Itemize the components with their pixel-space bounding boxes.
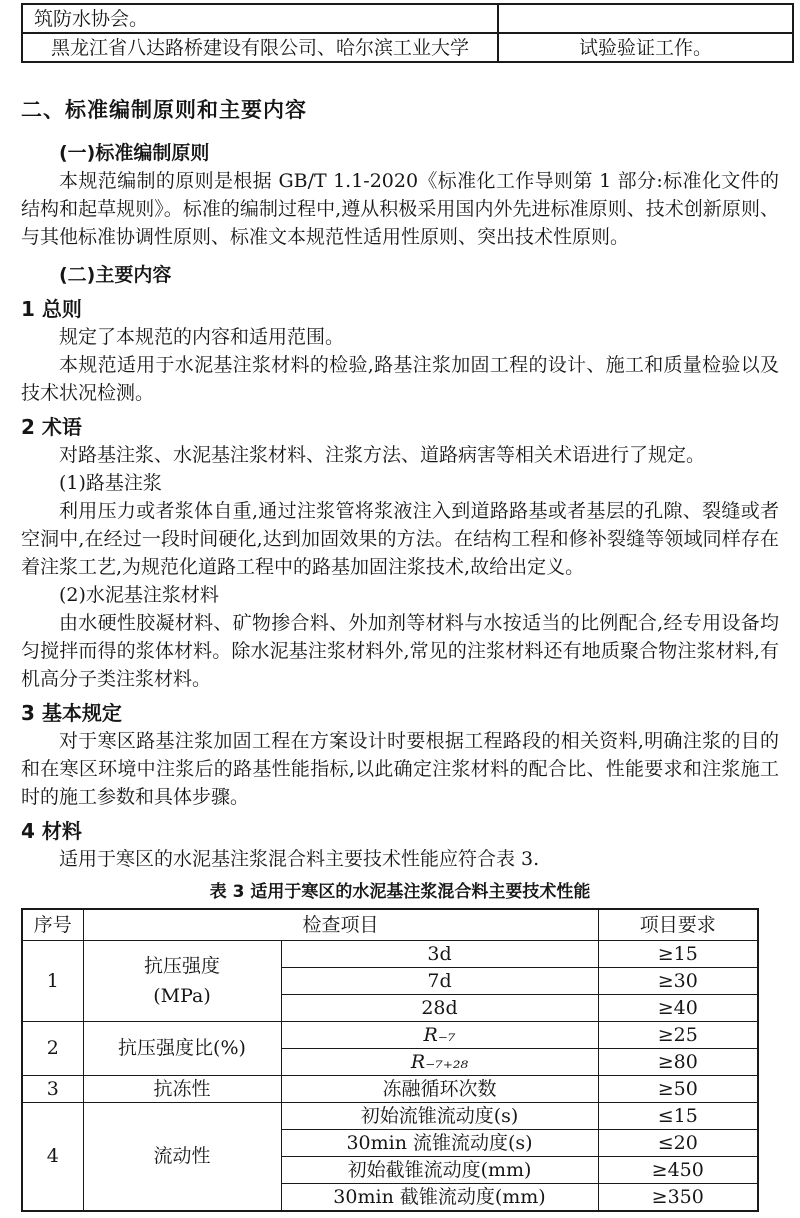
row-subitem: 30min 截锥流动度(mm)	[281, 1183, 598, 1211]
item-line: (MPa)	[153, 984, 211, 1007]
row-requirement: ≤15	[598, 1102, 758, 1129]
table3-technical-properties	[21, 908, 759, 1212]
row-requirement: ≥30	[598, 967, 758, 994]
clause-2-title: 2 术语	[21, 415, 82, 439]
table-row	[22, 1102, 758, 1129]
section-title: 二、标准编制原则和主要内容	[21, 98, 307, 122]
credits-cell-role: 试验验证工作。	[498, 33, 793, 62]
clause-4-paragraph: 适用于寒区的水泥基注浆混合料主要技术性能应符合表 3.	[59, 848, 540, 870]
credits-cell-org: 筑防水协会。	[22, 4, 498, 33]
clause-3-paragraph: 对于寒区路基注浆加固工程在方案设计时要根据工程路段的相关资料,明确注浆的目的和在寒区环境中注浆后的路基性能指标,以此确定注浆材料的配合比、性能要求和注浆施工时的施工参数和具体步骤。	[21, 730, 779, 808]
paragraph-principles: 本规范编制的原则是根据 GB/T 1.1-2020《标准化工作导则第 1 部分:标准化文件的结构和起草规则》。标准的编制过程中,遵从积极采用国内外先进标准原则、技术创新原则、与其他标准协调性原则、标准文本规范性适用性原则、突出技术性原则。	[21, 170, 779, 248]
term-1-definition: 利用压力或者浆体自重,通过注浆管将浆液注入到道路路基或者基层的孔隙、裂缝或者空洞中,在经过一段时间硬化,达到加固效果的方法。在结构工程和修补裂缝等领域同样存在着注浆工艺,为规范化道路工程中的路基加固注浆技术,故给出定义。	[21, 500, 779, 578]
row-subitem: 冻融循环次数	[281, 1075, 598, 1102]
table-row	[22, 1075, 758, 1102]
row-requirement: ≥15	[598, 940, 758, 967]
table-row	[22, 4, 793, 33]
row-requirement: ≥80	[598, 1048, 758, 1075]
clause-1-title: 1 总则	[21, 297, 82, 321]
row-requirement: ≥40	[598, 994, 758, 1021]
credits-cell-role	[498, 4, 793, 33]
header-requirement: 项目要求	[598, 909, 758, 940]
header-item: 检查项目	[83, 909, 598, 940]
table-row	[22, 33, 793, 62]
row-no: 1	[22, 940, 83, 1021]
subsection-1-title: (一)标准编制原则	[59, 142, 210, 164]
row-requirement: ≥25	[598, 1021, 758, 1048]
row-requirement: ≤20	[598, 1129, 758, 1156]
clause-1-paragraph: 规定了本规范的内容和适用范围。	[59, 326, 345, 348]
row-subitem: 3d	[281, 940, 598, 967]
item-line: 抗压强度	[143, 954, 220, 977]
row-no: 4	[22, 1102, 83, 1211]
table-row	[22, 940, 758, 967]
row-requirement: ≥50	[598, 1075, 758, 1102]
credits-cell-org: 黑龙江省八达路桥建设有限公司、哈尔滨工业大学	[22, 33, 498, 62]
row-item	[83, 940, 281, 1021]
row-requirement: ≥350	[598, 1183, 758, 1211]
row-item: 流动性	[83, 1102, 281, 1211]
table-header-row	[22, 909, 758, 940]
header-no: 序号	[22, 909, 83, 940]
term-2-title: (2)水泥基注浆材料	[59, 584, 219, 606]
table-row	[22, 1021, 758, 1048]
row-no: 3	[22, 1075, 83, 1102]
row-requirement: ≥450	[598, 1156, 758, 1183]
row-item: 抗压强度比(%)	[83, 1021, 281, 1075]
subsection-2-title: (二)主要内容	[59, 264, 172, 286]
clause-3-title: 3 基本规定	[21, 701, 122, 725]
row-subitem: R₋₇₊₂₈	[281, 1048, 598, 1075]
clause-2-paragraph: 对路基注浆、水泥基注浆材料、注浆方法、道路病害等相关术语进行了规定。	[59, 444, 706, 466]
row-subitem: 7d	[281, 967, 598, 994]
continued-credits-table	[21, 3, 794, 63]
table3-caption: 表 3 适用于寒区的水泥基注浆混合料主要技术性能	[209, 882, 591, 902]
term-2-definition: 由水硬性胶凝材料、矿物掺合料、外加剂等材料与水按适当的比例配合,经专用设备均匀搅拌而得的浆体材料。除水泥基注浆材料外,常见的注浆材料还有地质聚合物注浆材料,有机高分子类注浆材料。	[21, 612, 779, 690]
row-subitem: 28d	[281, 994, 598, 1021]
row-subitem: R₋₇	[281, 1021, 598, 1048]
row-subitem: 30min 流锥流动度(s)	[281, 1129, 598, 1156]
row-subitem: 初始流锥流动度(s)	[281, 1102, 598, 1129]
clause-1-paragraph: 本规范适用于水泥基注浆材料的检验,路基注浆加固工程的设计、施工和质量检验以及技术状况检测。	[21, 354, 779, 404]
clause-4-title: 4 材料	[21, 819, 82, 843]
row-item: 抗冻性	[83, 1075, 281, 1102]
row-no: 2	[22, 1021, 83, 1075]
row-subitem: 初始截锥流动度(mm)	[281, 1156, 598, 1183]
term-1-title: (1)路基注浆	[59, 472, 162, 494]
